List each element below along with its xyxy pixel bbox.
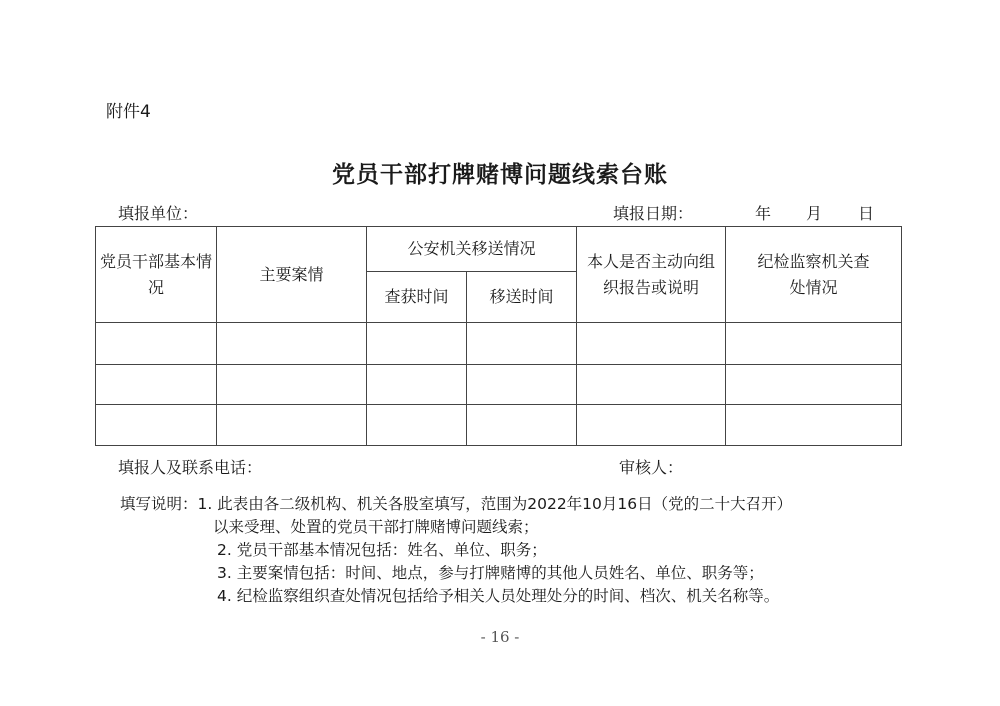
header-discipline-handling: 纪检监察机关查处情况 bbox=[726, 227, 902, 323]
table-row bbox=[96, 323, 902, 364]
table-cell[interactable] bbox=[217, 404, 367, 445]
table-cell[interactable] bbox=[96, 323, 217, 364]
table-cell[interactable] bbox=[217, 364, 367, 404]
table-cell[interactable] bbox=[726, 364, 902, 404]
table-cell[interactable] bbox=[577, 404, 726, 445]
header-transfer-time: 移送时间 bbox=[467, 272, 577, 323]
header-basic-info: 党员干部基本情况 bbox=[96, 227, 217, 323]
reporter-label: 填报人及联系电话： bbox=[118, 458, 263, 477]
table-cell[interactable] bbox=[367, 364, 467, 404]
instruction-item: 3. 主要案情包括：时间、地点，参与打牌赌博的其他人员姓名、单位、职务等； bbox=[217, 564, 764, 582]
table-cell[interactable] bbox=[577, 323, 726, 364]
page-number: - 16 - bbox=[480, 628, 520, 646]
instructions-prefix: 填写说明： bbox=[120, 495, 198, 513]
table-cell[interactable] bbox=[726, 323, 902, 364]
table-cell[interactable] bbox=[96, 404, 217, 445]
date-year: 年 bbox=[755, 204, 772, 223]
unit-label: 填报单位： bbox=[118, 204, 199, 223]
table-cell[interactable] bbox=[467, 364, 577, 404]
page-title: 党员干部打牌赌博问题线索台账 bbox=[332, 161, 668, 188]
instruction-item: 以来受理、处置的党员干部打牌赌博问题线索； bbox=[213, 518, 539, 536]
table-cell[interactable] bbox=[96, 364, 217, 404]
table-cell[interactable] bbox=[367, 323, 467, 364]
date-label: 填报日期： bbox=[613, 204, 694, 223]
instructions bbox=[120, 493, 792, 608]
instruction-item: 1. 此表由各二级机构、机关各股室填写，范围为2022年10月16日（党的二十大召开） bbox=[197, 495, 793, 513]
header-seized-time: 查获时间 bbox=[367, 272, 467, 323]
table-cell[interactable] bbox=[467, 323, 577, 364]
instruction-item: 4. 纪检监察组织查处情况包括给予相关人员处理处分的时间、档次、机关名称等。 bbox=[217, 587, 780, 605]
table-row bbox=[96, 404, 902, 445]
table-cell[interactable] bbox=[726, 404, 902, 445]
table-cell[interactable] bbox=[577, 364, 726, 404]
instruction-item: 2. 党员干部基本情况包括：姓名、单位、职务； bbox=[217, 541, 547, 559]
header-police-transfer: 公安机关移送情况 bbox=[367, 227, 577, 272]
table-cell[interactable] bbox=[467, 404, 577, 445]
header-self-report: 本人是否主动向组织报告或说明 bbox=[577, 227, 726, 323]
table-row bbox=[96, 364, 902, 404]
date-day: 日 bbox=[858, 204, 875, 223]
table-cell[interactable] bbox=[217, 323, 367, 364]
attachment-label: 附件4 bbox=[106, 102, 151, 122]
date-month: 月 bbox=[806, 204, 823, 223]
ledger-table bbox=[95, 226, 902, 446]
table-cell[interactable] bbox=[367, 404, 467, 445]
header-main-case: 主要案情 bbox=[217, 227, 367, 323]
reviewer-label: 审核人： bbox=[619, 458, 684, 477]
